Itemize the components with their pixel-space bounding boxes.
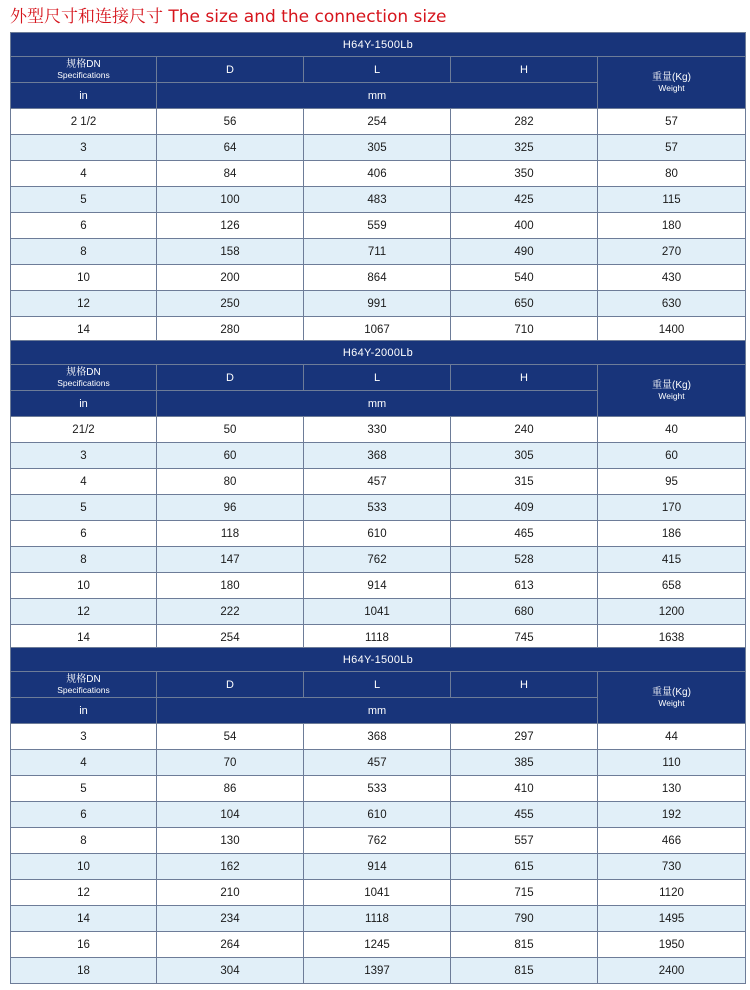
dn-cell: 14: [11, 906, 157, 932]
d-cell: 84: [157, 161, 304, 187]
weight-cell: 466: [598, 828, 746, 854]
d-cell: 64: [157, 135, 304, 161]
weight-header: [598, 57, 746, 109]
d-cell: 254: [157, 625, 304, 651]
h-cell: 305: [451, 443, 598, 469]
table-row: [11, 547, 746, 573]
l-cell: 254: [304, 109, 451, 135]
d-cell: 56: [157, 109, 304, 135]
d-cell: 210: [157, 880, 304, 906]
table-row: [11, 828, 746, 854]
table-row: [11, 776, 746, 802]
weight-cell: 1950: [598, 932, 746, 958]
l-cell: 762: [304, 828, 451, 854]
dn-cell: 14: [11, 317, 157, 343]
h-cell: 400: [451, 213, 598, 239]
l-cell: 457: [304, 750, 451, 776]
d-cell: 126: [157, 213, 304, 239]
d-cell: 234: [157, 906, 304, 932]
model-title: H64Y-2000Lb: [11, 341, 746, 365]
weight-cell: 170: [598, 495, 746, 521]
h-header: H: [451, 57, 598, 83]
l-cell: 330: [304, 417, 451, 443]
unit-mm: mm: [157, 83, 598, 109]
weight-cell: 1200: [598, 599, 746, 625]
d-cell: 86: [157, 776, 304, 802]
table-row: [11, 135, 746, 161]
d-cell: 50: [157, 417, 304, 443]
d-cell: 60: [157, 443, 304, 469]
d-cell: 200: [157, 265, 304, 291]
dn-cell: 5: [11, 187, 157, 213]
h-cell: 528: [451, 547, 598, 573]
l-cell: 711: [304, 239, 451, 265]
weight-header: [598, 672, 746, 724]
l-cell: 368: [304, 724, 451, 750]
table-row: [11, 599, 746, 625]
dn-cell: 5: [11, 495, 157, 521]
d-cell: 96: [157, 495, 304, 521]
weight-cell: 95: [598, 469, 746, 495]
weight-cell: 1495: [598, 906, 746, 932]
column-header-row: [11, 57, 746, 83]
weight-cell: 1638: [598, 625, 746, 651]
h-cell: 490: [451, 239, 598, 265]
dn-cell: 8: [11, 239, 157, 265]
dn-header-en: Specifications: [57, 69, 110, 80]
table-row: [11, 958, 746, 984]
l-cell: 991: [304, 291, 451, 317]
d-cell: 180: [157, 573, 304, 599]
l-cell: 762: [304, 547, 451, 573]
weight-cell: 186: [598, 521, 746, 547]
table-row: [11, 573, 746, 599]
l-header: L: [304, 57, 451, 83]
dn-cell: 16: [11, 932, 157, 958]
page-title: 外型尺寸和连接尺寸 The size and the connection size: [10, 7, 447, 27]
dn-cell: 21/2: [11, 417, 157, 443]
model-row: [11, 341, 746, 365]
table-row: [11, 750, 746, 776]
weight-cell: 1400: [598, 317, 746, 343]
dn-cell: 8: [11, 547, 157, 573]
table-row: [11, 109, 746, 135]
dn-cell: 4: [11, 469, 157, 495]
l-cell: 1397: [304, 958, 451, 984]
h-cell: 745: [451, 625, 598, 651]
table-row: [11, 521, 746, 547]
spec-table: [10, 647, 746, 984]
h-cell: 815: [451, 932, 598, 958]
weight-cell: 130: [598, 776, 746, 802]
table-row: [11, 469, 746, 495]
l-cell: 914: [304, 854, 451, 880]
l-cell: 1067: [304, 317, 451, 343]
dn-cell: 3: [11, 135, 157, 161]
h-cell: 325: [451, 135, 598, 161]
table-row: [11, 265, 746, 291]
h-cell: 680: [451, 599, 598, 625]
l-cell: 610: [304, 802, 451, 828]
dn-cell: 6: [11, 802, 157, 828]
h-cell: 615: [451, 854, 598, 880]
dn-cell: 10: [11, 265, 157, 291]
dn-header-cn: 规格DN: [66, 58, 101, 70]
table-row: [11, 880, 746, 906]
l-cell: 1245: [304, 932, 451, 958]
h-cell: 540: [451, 265, 598, 291]
dn-header-en: Specifications: [57, 377, 110, 388]
unit-in: in: [11, 83, 157, 109]
l-cell: 610: [304, 521, 451, 547]
d-cell: 118: [157, 521, 304, 547]
dn-cell: 8: [11, 828, 157, 854]
dn-header: [11, 672, 157, 698]
h-cell: 557: [451, 828, 598, 854]
h-cell: 240: [451, 417, 598, 443]
d-cell: 130: [157, 828, 304, 854]
weight-cell: 60: [598, 443, 746, 469]
table-row: [11, 187, 746, 213]
dn-cell: 4: [11, 161, 157, 187]
l-cell: 406: [304, 161, 451, 187]
l-cell: 914: [304, 573, 451, 599]
d-header: D: [157, 365, 304, 391]
dn-cell: 12: [11, 599, 157, 625]
d-cell: 264: [157, 932, 304, 958]
column-header-row: [11, 672, 746, 698]
weight-cell: 630: [598, 291, 746, 317]
weight-cell: 270: [598, 239, 746, 265]
l-cell: 1118: [304, 906, 451, 932]
d-cell: 147: [157, 547, 304, 573]
table-row: [11, 932, 746, 958]
dn-cell: 3: [11, 724, 157, 750]
dn-cell: 12: [11, 291, 157, 317]
table-row: [11, 802, 746, 828]
dn-cell: 10: [11, 573, 157, 599]
weight-cell: 44: [598, 724, 746, 750]
unit-mm: mm: [157, 391, 598, 417]
weight-cell: 57: [598, 135, 746, 161]
l-cell: 1041: [304, 599, 451, 625]
dn-cell: 6: [11, 213, 157, 239]
table-row: [11, 854, 746, 880]
l-header: L: [304, 672, 451, 698]
dn-cell: 2 1/2: [11, 109, 157, 135]
spec-table: [10, 340, 746, 651]
h-cell: 613: [451, 573, 598, 599]
d-cell: 100: [157, 187, 304, 213]
model-title: H64Y-1500Lb: [11, 648, 746, 672]
dn-header-cn: 规格DN: [66, 673, 101, 685]
l-header: L: [304, 365, 451, 391]
d-cell: 304: [157, 958, 304, 984]
unit-in: in: [11, 391, 157, 417]
weight-cell: 730: [598, 854, 746, 880]
d-header: D: [157, 672, 304, 698]
weight-header-cn: 重量(Kg): [652, 686, 691, 698]
l-cell: 1118: [304, 625, 451, 651]
table-row: [11, 495, 746, 521]
weight-header-en: Weight: [658, 697, 685, 708]
unit-mm: mm: [157, 698, 598, 724]
weight-cell: 115: [598, 187, 746, 213]
h-cell: 350: [451, 161, 598, 187]
l-cell: 305: [304, 135, 451, 161]
weight-cell: 57: [598, 109, 746, 135]
weight-cell: 80: [598, 161, 746, 187]
spec-table: [10, 32, 746, 343]
dn-header: [11, 57, 157, 83]
d-cell: 222: [157, 599, 304, 625]
h-cell: 465: [451, 521, 598, 547]
h-cell: 410: [451, 776, 598, 802]
table-row: [11, 161, 746, 187]
table-row: [11, 443, 746, 469]
dn-cell: 6: [11, 521, 157, 547]
l-cell: 533: [304, 776, 451, 802]
h-cell: 425: [451, 187, 598, 213]
d-cell: 80: [157, 469, 304, 495]
h-cell: 385: [451, 750, 598, 776]
dn-header: [11, 365, 157, 391]
weight-header-cn: 重量(Kg): [652, 71, 691, 83]
model-title: H64Y-1500Lb: [11, 33, 746, 57]
table-row: [11, 239, 746, 265]
l-cell: 483: [304, 187, 451, 213]
dn-cell: 5: [11, 776, 157, 802]
h-header: H: [451, 365, 598, 391]
weight-cell: 110: [598, 750, 746, 776]
l-cell: 1041: [304, 880, 451, 906]
dn-cell: 3: [11, 443, 157, 469]
d-header: D: [157, 57, 304, 83]
weight-cell: 192: [598, 802, 746, 828]
weight-cell: 180: [598, 213, 746, 239]
dn-cell: 4: [11, 750, 157, 776]
table-row: [11, 317, 746, 343]
d-cell: 280: [157, 317, 304, 343]
weight-header: [598, 365, 746, 417]
d-cell: 162: [157, 854, 304, 880]
weight-header-en: Weight: [658, 82, 685, 93]
h-cell: 409: [451, 495, 598, 521]
h-cell: 790: [451, 906, 598, 932]
l-cell: 457: [304, 469, 451, 495]
h-cell: 315: [451, 469, 598, 495]
weight-cell: 40: [598, 417, 746, 443]
h-cell: 815: [451, 958, 598, 984]
l-cell: 368: [304, 443, 451, 469]
dn-header-cn: 规格DN: [66, 366, 101, 378]
dn-cell: 10: [11, 854, 157, 880]
h-cell: 650: [451, 291, 598, 317]
d-cell: 250: [157, 291, 304, 317]
h-cell: 455: [451, 802, 598, 828]
column-header-row: [11, 365, 746, 391]
weight-cell: 658: [598, 573, 746, 599]
l-cell: 559: [304, 213, 451, 239]
d-cell: 158: [157, 239, 304, 265]
dn-cell: 14: [11, 625, 157, 651]
unit-in: in: [11, 698, 157, 724]
table-row: [11, 291, 746, 317]
weight-cell: 2400: [598, 958, 746, 984]
d-cell: 54: [157, 724, 304, 750]
model-row: [11, 648, 746, 672]
h-cell: 297: [451, 724, 598, 750]
table-row: [11, 213, 746, 239]
l-cell: 864: [304, 265, 451, 291]
weight-header-cn: 重量(Kg): [652, 379, 691, 391]
table-row: [11, 724, 746, 750]
d-cell: 70: [157, 750, 304, 776]
dn-header-en: Specifications: [57, 684, 110, 695]
h-header: H: [451, 672, 598, 698]
dn-cell: 18: [11, 958, 157, 984]
h-cell: 710: [451, 317, 598, 343]
weight-cell: 1120: [598, 880, 746, 906]
l-cell: 533: [304, 495, 451, 521]
model-row: [11, 33, 746, 57]
h-cell: 282: [451, 109, 598, 135]
table-row: [11, 906, 746, 932]
weight-header-en: Weight: [658, 390, 685, 401]
table-row: [11, 417, 746, 443]
d-cell: 104: [157, 802, 304, 828]
dn-cell: 12: [11, 880, 157, 906]
h-cell: 715: [451, 880, 598, 906]
weight-cell: 430: [598, 265, 746, 291]
weight-cell: 415: [598, 547, 746, 573]
